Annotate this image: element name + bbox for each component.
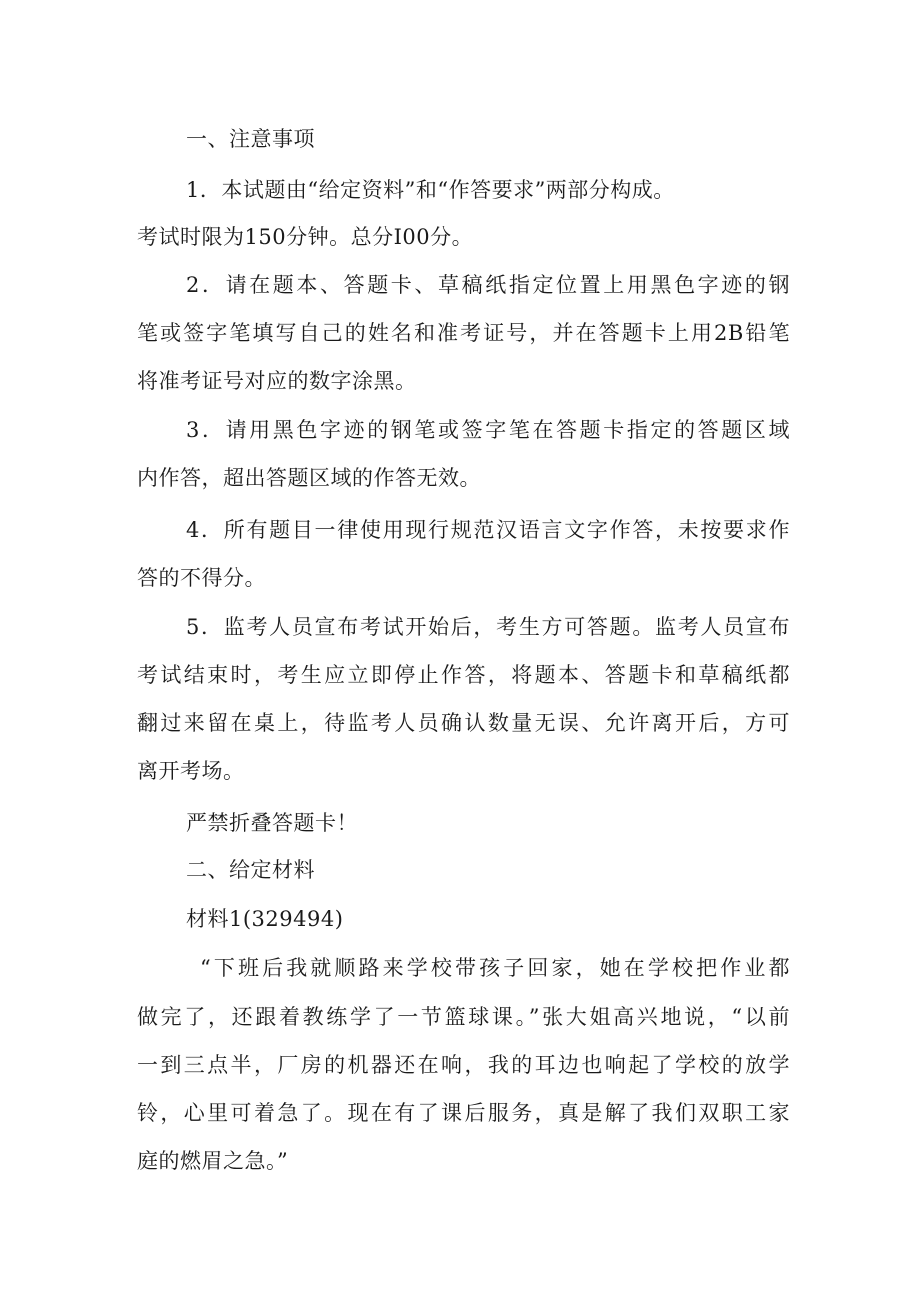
note-item-5-line-2: 考试结束时，考生应立即停止作答，将题本、答题卡和草稿纸都 bbox=[137, 663, 790, 687]
material-1-line-4: 铃，心里可着急了。现在有了课后服务，真是解了我们双职工家 bbox=[137, 1101, 790, 1125]
note-item-4-line-1: 4．所有题目一律使用现行规范汉语言文字作答，未按要求作 bbox=[186, 518, 790, 542]
note-item-1-line-1: 1．本试题由“给定资料”和“作答要求”两部分构成。 bbox=[186, 178, 675, 202]
material-1-line-5: 庭的燃眉之急。” bbox=[137, 1149, 289, 1173]
section-heading-notes: 一、注意事项 bbox=[186, 127, 315, 151]
note-item-2-line-2: 笔或签字笔填写自己的姓名和准考证号，并在答题卡上用2B铅笔 bbox=[137, 321, 790, 345]
note-item-5-line-4: 离开考场。 bbox=[137, 759, 245, 783]
note-item-5-line-1: 5．监考人员宣布考试开始后，考生方可答题。监考人员宣布 bbox=[186, 615, 790, 639]
warning-text: 严禁折叠答题卡！ bbox=[186, 811, 358, 835]
note-item-1-line-2: 考试时限为150分钟。总分I00分。 bbox=[137, 225, 474, 249]
material-1-title: 材料1(329494) bbox=[186, 907, 344, 931]
note-item-2-line-1: 2．请在题本、答题卡、草稿纸指定位置上用黑色字迹的钢 bbox=[186, 273, 790, 297]
material-1-line-2: 做完了，还跟着教练学了一节篮球课。”张大姐高兴地说，“以前 bbox=[137, 1005, 790, 1029]
material-1-line-3: 一到三点半，厂房的机器还在响，我的耳边也响起了学校的放学 bbox=[137, 1053, 790, 1077]
material-1-line-1: “下班后我就顺路来学校带孩子回家，她在学校把作业都 bbox=[200, 956, 790, 980]
note-item-3-line-1: 3．请用黑色字迹的钢笔或签字笔在答题卡指定的答题区域 bbox=[186, 418, 790, 442]
note-item-5-line-3: 翻过来留在桌上，待监考人员确认数量无误、允许离开后，方可 bbox=[137, 711, 790, 735]
note-item-3-line-2: 内作答，超出答题区域的作答无效。 bbox=[137, 466, 481, 490]
note-item-4-line-2: 答的不得分。 bbox=[137, 566, 266, 590]
note-item-2-line-3: 将准考证号对应的数字涂黑。 bbox=[137, 369, 417, 393]
section-heading-materials: 二、给定材料 bbox=[186, 858, 315, 882]
